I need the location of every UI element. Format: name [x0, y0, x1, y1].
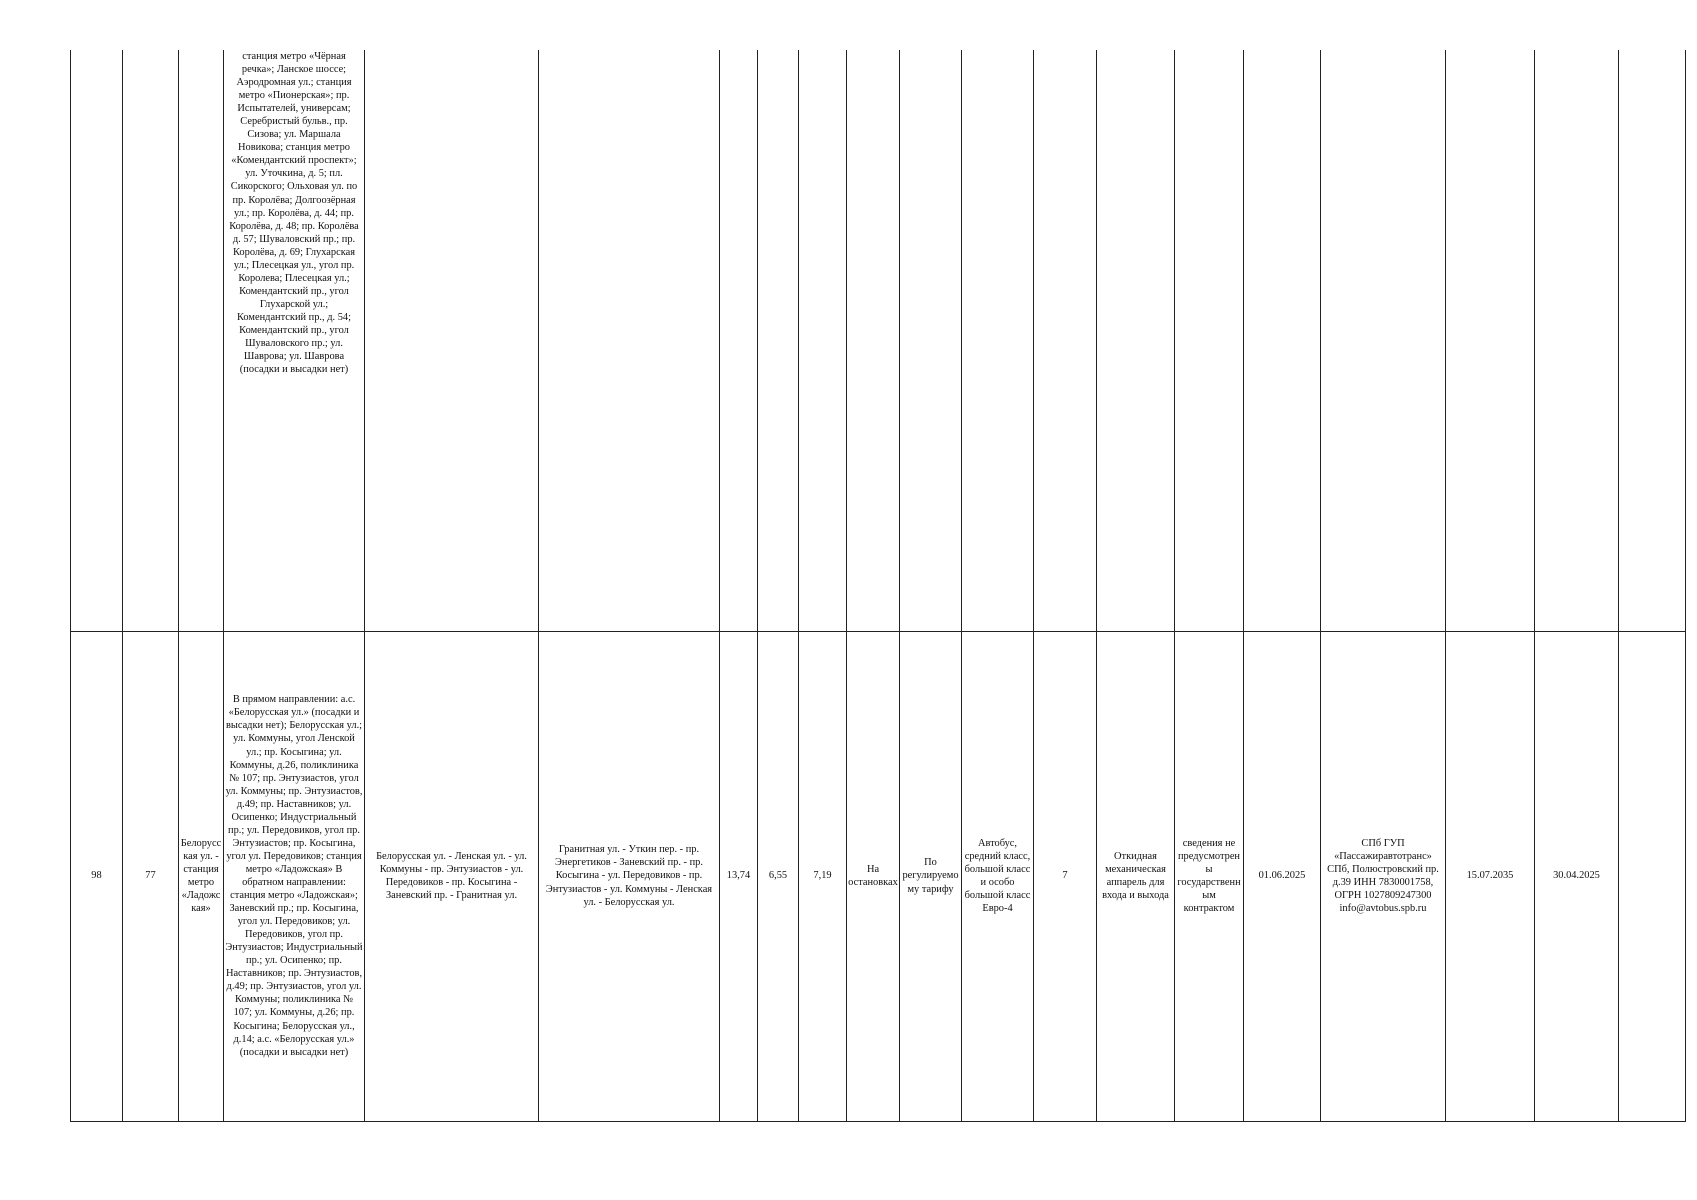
vehicle-type-cell	[962, 50, 1034, 631]
route-number-cell	[123, 50, 179, 631]
reverse-streets-cell	[539, 50, 720, 631]
end-date-cell: 15.07.2035	[1446, 631, 1535, 1121]
notes-cell	[1619, 50, 1686, 631]
equipment-cell	[1097, 50, 1175, 631]
length-forward-cell: 6,55	[758, 631, 799, 1121]
row-number-cell: 98	[71, 631, 123, 1121]
vehicle-count-cell: 7	[1034, 631, 1097, 1121]
stops-cell: В прямом направлении: а.с. «Белорусская ул.» (посадки и высадки нет); Белорусская ул.; ул. Коммуны, угол Ленской ул.; пр. Косыгина; ул. Коммуны, д.26, поликлиника № 107; пр. Энтузиастов, угол ул. Коммуны; пр. Энтузиастов, д.49; пр. Наставников; ул. Осипенко; Индустриальный пр.; ул. Передовиков, угол пр. Энтузиастов; пр. Косыгина, угол ул. Передовиков; станция метро «Ладожская» В обратном направлении: станция метро «Ладожская»; Заневский пр.; пр. Косыгина, угол ул. Передовиков; ул. Передовиков, угол пр. Энтузиастов; Индустриальный пр.; ул. Осипенко; пр. Наставников; пр. Энтузиастов, д.49; пр. Энтузиастов, угол ул. Коммуны; поликлиника № 107; ул. Коммуны, д.26; пр. Косыгина; Белорусская ул., д.14; а.с. «Белорусская ул.» (посадки и высадки нет)	[224, 631, 365, 1121]
table-row	[71, 50, 1686, 631]
change-date-cell	[1535, 50, 1619, 631]
length-forward-cell	[758, 50, 799, 631]
start-date-cell	[1244, 50, 1321, 631]
boarding-order-cell	[847, 50, 900, 631]
length-total-cell: 13,74	[720, 631, 758, 1121]
table-row	[71, 631, 1686, 1121]
row-number-cell	[71, 50, 123, 631]
operator-cell: СПб ГУП «Пассажиравтотранс» СПб, Полюстровский пр. д.39 ИНН 7830001758, ОГРН 1027809247300 info@avtobus.spb.ru	[1321, 631, 1446, 1121]
boarding-order-cell: На остановках	[847, 631, 900, 1121]
forward-streets-cell	[365, 50, 539, 631]
notes-cell	[1619, 631, 1686, 1121]
route-registry-table	[70, 50, 1686, 1122]
length-reverse-cell: 7,19	[799, 631, 847, 1121]
vehicle-count-cell	[1034, 50, 1097, 631]
length-reverse-cell	[799, 50, 847, 631]
operator-cell	[1321, 50, 1446, 631]
route-name-cell	[179, 50, 224, 631]
fare-type-cell	[900, 50, 962, 631]
route-name-cell: Белорусская ул. - станция метро «Ладожская»	[179, 631, 224, 1121]
contract-info-cell	[1175, 50, 1244, 631]
fare-type-cell: По регулируемому тарифу	[900, 631, 962, 1121]
end-date-cell	[1446, 50, 1535, 631]
forward-streets-cell: Белорусская ул. - Ленская ул. - ул. Коммуны - пр. Энтузиастов - ул. Передовиков - пр. Косыгина - Заневский пр. - Гранитная ул.	[365, 631, 539, 1121]
contract-info-cell: сведения не предусмотрены государственным контрактом	[1175, 631, 1244, 1121]
vehicle-type-cell: Автобус, средний класс, большой класс и особо большой класс Евро-4	[962, 631, 1034, 1121]
length-total-cell	[720, 50, 758, 631]
route-number-cell: 77	[123, 631, 179, 1121]
reverse-streets-cell: Гранитная ул. - Уткин пер. - пр. Энергетиков - Заневский пр. - пр. Косыгина - ул. Передовиков - пр. Энтузиастов - ул. Коммуны - Ленская ул. - Белорусская ул.	[539, 631, 720, 1121]
equipment-cell: Откидная механическая аппарель для входа и выхода	[1097, 631, 1175, 1121]
stops-cell: станция метро «Чёрная речка»; Ланское шоссе; Аэродромная ул.; станция метро «Пионерская»; пр. Испытателей, универсам; Серебристый бульв., пр. Сизова; ул. Маршала Новикова; станция метро «Комендантский проспект»; ул. Уточкина, д. 5; пл. Сикорского; Ольховая ул. по пр. Королёва; Долгоозёрная ул.; пр. Королёва, д. 44; пр. Королёва, д. 48; пр. Королёва д. 57; Шуваловский пр.; пр. Королёва, д. 69; Глухарская ул.; Плесецкая ул., угол пр. Королева; Плесецкая ул.; Комендантский пр., угол Глухарской ул.; Комендантский пр., д. 54; Комендантский пр., угол Шуваловского пр.; ул. Шаврова; ул. Шаврова (посадки и высадки нет)	[224, 50, 365, 631]
change-date-cell: 30.04.2025	[1535, 631, 1619, 1121]
start-date-cell: 01.06.2025	[1244, 631, 1321, 1121]
